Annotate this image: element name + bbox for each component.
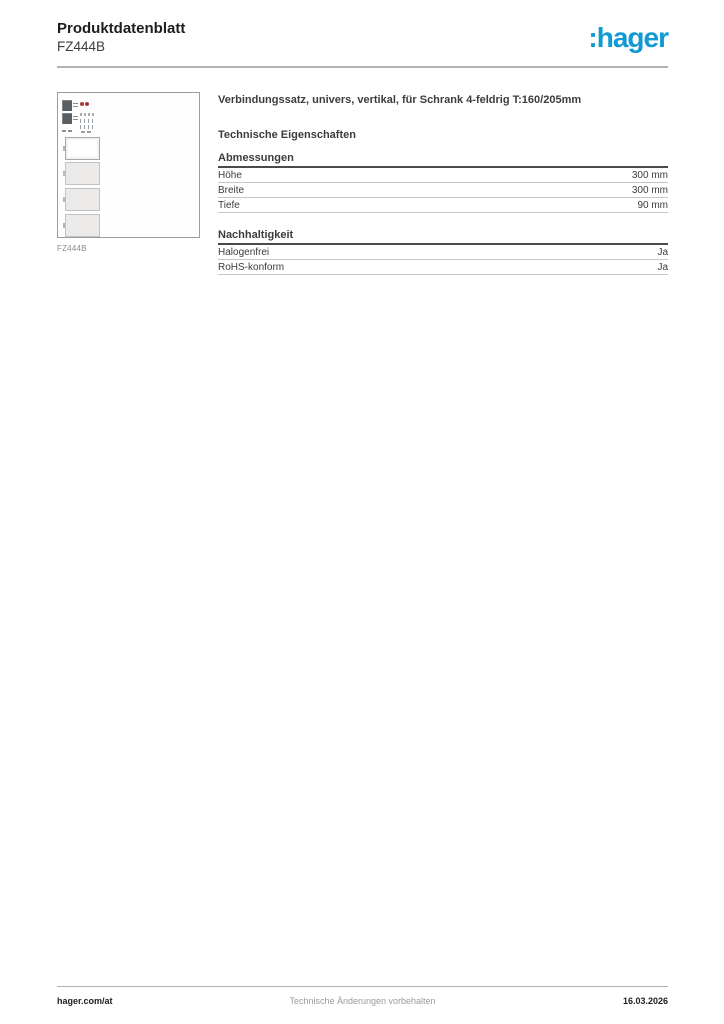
- footer-notice: Technische Änderungen vorbehalten: [289, 996, 436, 1006]
- thumb-screw-row: [80, 119, 95, 123]
- spec-section: [218, 229, 668, 275]
- spec-value: 90 mm: [637, 199, 668, 211]
- spec-value: Ja: [657, 246, 668, 258]
- thumb-part-dash: [81, 131, 85, 133]
- spec-row: [218, 168, 668, 183]
- thumb-screw-row: [80, 125, 95, 129]
- thumb-part-dash: [87, 131, 91, 133]
- spec-label: Höhe: [218, 169, 242, 181]
- spec-value: Ja: [657, 261, 668, 273]
- thumb-red-cap-icon: [85, 102, 89, 106]
- thumb-part-dash: [62, 130, 66, 132]
- thumb-washer-row: [80, 113, 96, 116]
- spec-section-title: Abmessungen: [218, 152, 668, 168]
- spec-label: Tiefe: [218, 199, 240, 211]
- spec-row: [218, 198, 668, 213]
- page-header: [57, 20, 668, 55]
- product-thumbnail-caption: FZ444B: [57, 244, 87, 253]
- thumb-part-dash: [73, 103, 78, 104]
- footer-date: 16.03.2026: [622, 996, 668, 1006]
- spec-value: 300 mm: [631, 184, 668, 196]
- thumb-part-dash: [73, 106, 78, 107]
- spec-value: 300 mm: [631, 169, 668, 181]
- product-thumbnail: [57, 92, 200, 238]
- thumb-connector-block-icon: [62, 100, 72, 111]
- thumb-cover-frame: [65, 162, 100, 185]
- spec-section: [218, 152, 668, 213]
- page-footer: [57, 986, 668, 1011]
- product-image-column: [57, 92, 200, 253]
- spec-label: Halogenfrei: [218, 246, 270, 258]
- thumb-red-cap-icon: [80, 102, 84, 106]
- thumb-cover-frame: [65, 137, 100, 160]
- spec-label: Breite: [218, 184, 245, 196]
- spec-row: [218, 183, 668, 198]
- tech-properties-heading: Technische Eigenschaften: [218, 129, 356, 141]
- product-description: Verbindungssatz, univers, vertikal, für Schrank 4-feldrig T:160/205mm: [218, 94, 582, 106]
- spec-column: [218, 94, 668, 291]
- header-divider: [57, 66, 668, 68]
- product-reference: FZ444B: [57, 39, 106, 54]
- footer-website-link[interactable]: hager.com/at: [57, 996, 113, 1006]
- thumb-part-dash: [68, 130, 72, 132]
- spec-label: RoHS-konform: [218, 261, 285, 273]
- header-title-block: [57, 20, 185, 55]
- page-title: Produktdatenblatt: [57, 20, 186, 37]
- thumb-part-dash: [73, 119, 78, 120]
- spec-row: [218, 245, 668, 260]
- thumb-cover-frame: [65, 188, 100, 211]
- spec-sections: [218, 152, 668, 275]
- spec-row: [218, 260, 668, 275]
- spec-section-title: Nachhaltigkeit: [218, 229, 668, 245]
- hager-logo: :hager: [588, 22, 668, 53]
- thumb-part-dash: [73, 116, 78, 117]
- thumb-connector-block-icon: [62, 113, 72, 124]
- thumb-cover-frame: [65, 214, 100, 237]
